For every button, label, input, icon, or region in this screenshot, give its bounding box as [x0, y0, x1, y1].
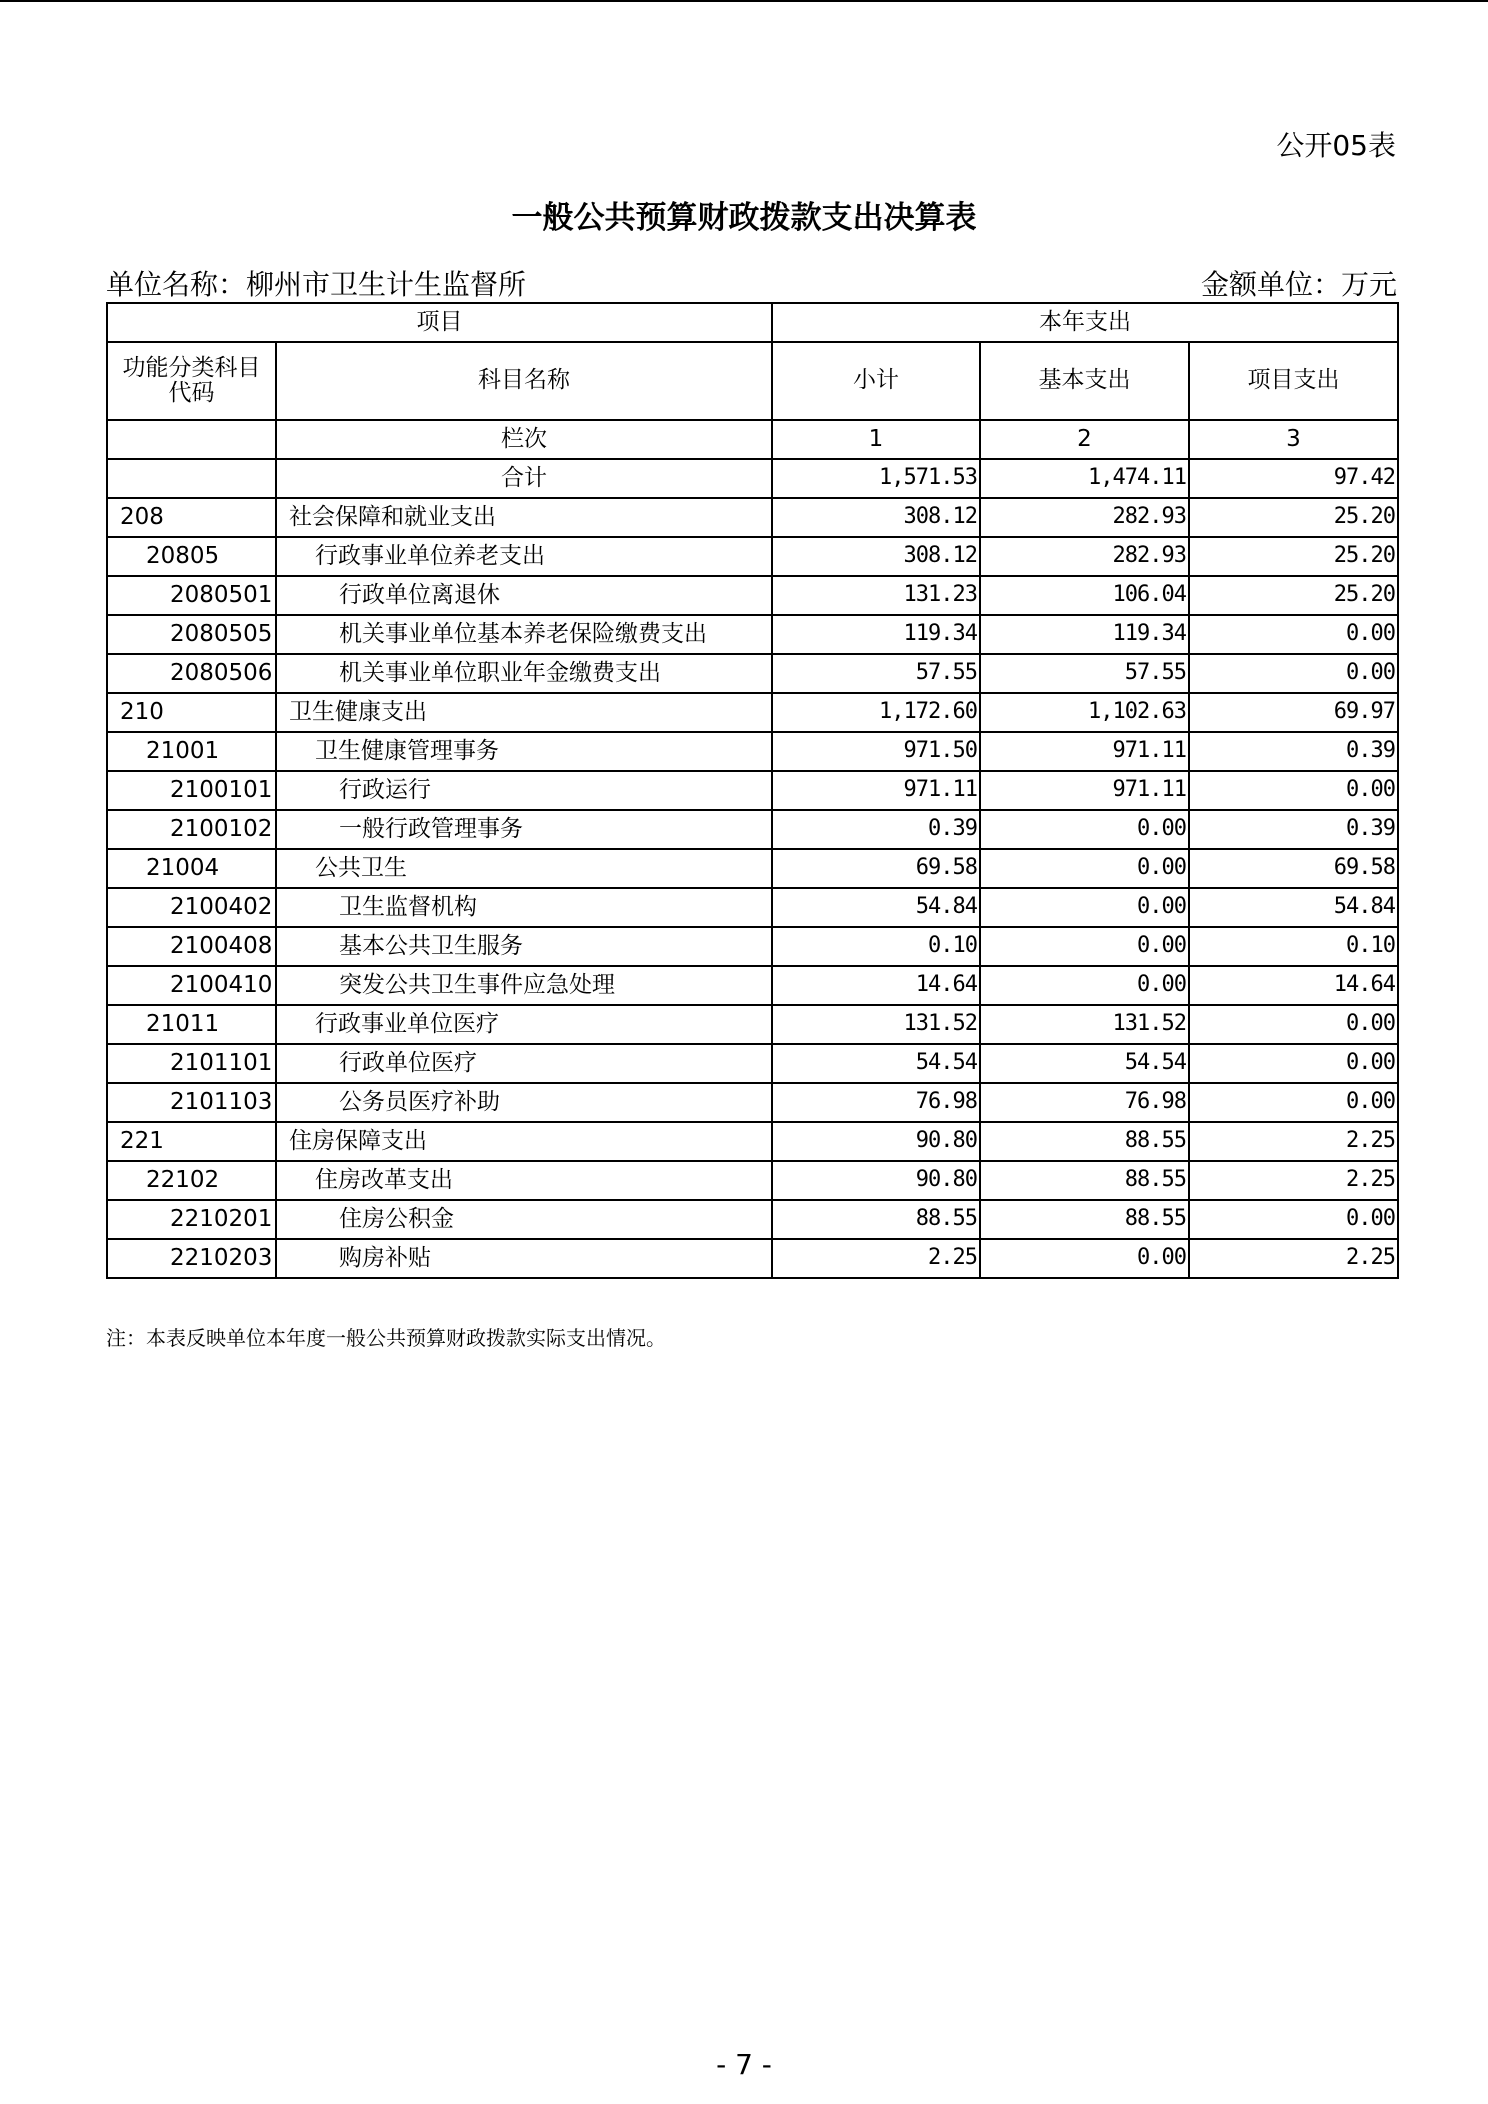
row-code: 20805 [107, 537, 276, 576]
row-code: 2210201 [107, 1200, 276, 1239]
row-basic: 0.00 [980, 1239, 1189, 1278]
unit-name: 单位名称：柳州市卫生计生监督所 [106, 268, 527, 301]
row-subtotal: 54.54 [772, 1044, 980, 1083]
amount-unit: 金额单位：万元 [1200, 268, 1397, 301]
row-basic: 0.00 [980, 927, 1189, 966]
table-note: 注：本表反映单位本年度一般公共预算财政拨款实际支出情况。 [106, 1326, 666, 1350]
row-name: 住房保障支出 [276, 1122, 772, 1161]
table-row [107, 693, 1398, 732]
table-row [107, 810, 1398, 849]
row-subtotal: 69.58 [772, 849, 980, 888]
column-order-2: 2 [980, 420, 1189, 459]
row-basic: 1,102.63 [980, 693, 1189, 732]
row-code: 2100101 [107, 771, 276, 810]
row-code: 2100102 [107, 810, 276, 849]
column-order-row [107, 420, 1398, 459]
table-row [107, 1083, 1398, 1122]
table-row [107, 732, 1398, 771]
table-row [107, 1239, 1398, 1278]
row-name: 突发公共卫生事件应急处理 [276, 966, 772, 1005]
header-subject-name: 科目名称 [276, 342, 772, 420]
row-code: 21011 [107, 1005, 276, 1044]
row-subtotal: 119.34 [772, 615, 980, 654]
header-row-1 [107, 303, 1398, 342]
total-blank [107, 459, 276, 498]
page-top-border [0, 0, 1488, 2]
row-project: 69.58 [1189, 849, 1398, 888]
row-basic: 131.52 [980, 1005, 1189, 1044]
header-subtotal: 小计 [772, 342, 980, 420]
row-subtotal: 76.98 [772, 1083, 980, 1122]
page-title: 一般公共预算财政拨款支出决算表 [511, 200, 977, 236]
row-basic: 88.55 [980, 1200, 1189, 1239]
row-project: 2.25 [1189, 1239, 1398, 1278]
table-row [107, 1005, 1398, 1044]
row-project: 25.20 [1189, 498, 1398, 537]
row-project: 0.00 [1189, 1083, 1398, 1122]
row-basic: 88.55 [980, 1161, 1189, 1200]
row-name: 行政单位医疗 [276, 1044, 772, 1083]
column-order-blank [107, 420, 276, 459]
column-order-1: 1 [772, 420, 980, 459]
header-basic: 基本支出 [980, 342, 1189, 420]
row-project: 0.00 [1189, 615, 1398, 654]
row-code: 2100408 [107, 927, 276, 966]
header-row-2 [107, 342, 1398, 420]
row-subtotal: 90.80 [772, 1122, 980, 1161]
row-project: 54.84 [1189, 888, 1398, 927]
row-name: 行政事业单位养老支出 [276, 537, 772, 576]
row-subtotal: 0.10 [772, 927, 980, 966]
row-basic: 0.00 [980, 966, 1189, 1005]
row-project: 0.00 [1189, 654, 1398, 693]
row-subtotal: 971.50 [772, 732, 980, 771]
row-code: 2100402 [107, 888, 276, 927]
row-code: 2101103 [107, 1083, 276, 1122]
total-row [107, 459, 1398, 498]
row-basic: 88.55 [980, 1122, 1189, 1161]
row-name: 公务员医疗补助 [276, 1083, 772, 1122]
row-code: 21001 [107, 732, 276, 771]
column-order-label: 栏次 [276, 420, 772, 459]
table-row [107, 1200, 1398, 1239]
row-subtotal: 90.80 [772, 1161, 980, 1200]
row-code: 210 [107, 693, 276, 732]
row-name: 公共卫生 [276, 849, 772, 888]
table-row [107, 966, 1398, 1005]
row-subtotal: 308.12 [772, 498, 980, 537]
row-code: 22102 [107, 1161, 276, 1200]
row-code: 21004 [107, 849, 276, 888]
row-subtotal: 0.39 [772, 810, 980, 849]
row-project: 0.39 [1189, 732, 1398, 771]
row-code: 221 [107, 1122, 276, 1161]
total-project: 97.42 [1189, 459, 1398, 498]
row-project: 25.20 [1189, 576, 1398, 615]
table-row [107, 498, 1398, 537]
total-label: 合计 [276, 459, 772, 498]
row-basic: 76.98 [980, 1083, 1189, 1122]
table-row [107, 576, 1398, 615]
row-name: 机关事业单位基本养老保险缴费支出 [276, 615, 772, 654]
header-project-exp: 项目支出 [1189, 342, 1398, 420]
row-basic: 54.54 [980, 1044, 1189, 1083]
row-subtotal: 1,172.60 [772, 693, 980, 732]
row-code: 2080501 [107, 576, 276, 615]
expenditure-table [106, 302, 1399, 1279]
row-subtotal: 308.12 [772, 537, 980, 576]
row-name: 卫生监督机构 [276, 888, 772, 927]
row-basic: 282.93 [980, 537, 1189, 576]
header-func-code: 功能分类科目代码 [107, 342, 276, 420]
header-project: 项目 [107, 303, 772, 342]
row-subtotal: 88.55 [772, 1200, 980, 1239]
row-basic: 971.11 [980, 732, 1189, 771]
table-row [107, 771, 1398, 810]
page-number: - 7 - [716, 2048, 772, 2081]
row-basic: 119.34 [980, 615, 1189, 654]
row-subtotal: 57.55 [772, 654, 980, 693]
row-name: 行政运行 [276, 771, 772, 810]
row-name: 购房补贴 [276, 1239, 772, 1278]
row-basic: 57.55 [980, 654, 1189, 693]
row-project: 69.97 [1189, 693, 1398, 732]
row-name: 行政单位离退休 [276, 576, 772, 615]
row-basic: 0.00 [980, 888, 1189, 927]
table-row [107, 537, 1398, 576]
row-project: 0.00 [1189, 1044, 1398, 1083]
row-basic: 0.00 [980, 810, 1189, 849]
row-subtotal: 2.25 [772, 1239, 980, 1278]
row-code: 2100410 [107, 966, 276, 1005]
table-row [107, 615, 1398, 654]
row-project: 0.10 [1189, 927, 1398, 966]
row-project: 14.64 [1189, 966, 1398, 1005]
row-name: 基本公共卫生服务 [276, 927, 772, 966]
row-name: 卫生健康管理事务 [276, 732, 772, 771]
row-name: 机关事业单位职业年金缴费支出 [276, 654, 772, 693]
row-project: 0.00 [1189, 1005, 1398, 1044]
row-basic: 0.00 [980, 849, 1189, 888]
row-project: 0.00 [1189, 771, 1398, 810]
row-subtotal: 14.64 [772, 966, 980, 1005]
table-row [107, 927, 1398, 966]
row-basic: 106.04 [980, 576, 1189, 615]
row-subtotal: 971.11 [772, 771, 980, 810]
row-project: 0.00 [1189, 1200, 1398, 1239]
row-project: 25.20 [1189, 537, 1398, 576]
row-code: 208 [107, 498, 276, 537]
row-subtotal: 131.23 [772, 576, 980, 615]
table-row [107, 888, 1398, 927]
total-subtotal: 1,571.53 [772, 459, 980, 498]
form-code: 公开05表 [1276, 129, 1396, 162]
column-order-3: 3 [1189, 420, 1398, 459]
row-code: 2210203 [107, 1239, 276, 1278]
table-row [107, 1044, 1398, 1083]
row-code: 2080506 [107, 654, 276, 693]
row-project: 2.25 [1189, 1161, 1398, 1200]
row-subtotal: 131.52 [772, 1005, 980, 1044]
table-row [107, 1122, 1398, 1161]
row-code: 2101101 [107, 1044, 276, 1083]
table-row [107, 1161, 1398, 1200]
row-project: 2.25 [1189, 1122, 1398, 1161]
total-basic: 1,474.11 [980, 459, 1189, 498]
row-basic: 282.93 [980, 498, 1189, 537]
header-current-year-expenditure: 本年支出 [772, 303, 1398, 342]
row-name: 住房改革支出 [276, 1161, 772, 1200]
row-name: 社会保障和就业支出 [276, 498, 772, 537]
row-project: 0.39 [1189, 810, 1398, 849]
table-row [107, 849, 1398, 888]
row-subtotal: 54.84 [772, 888, 980, 927]
row-name: 卫生健康支出 [276, 693, 772, 732]
table-row [107, 654, 1398, 693]
row-name: 住房公积金 [276, 1200, 772, 1239]
row-code: 2080505 [107, 615, 276, 654]
row-basic: 971.11 [980, 771, 1189, 810]
row-name: 行政事业单位医疗 [276, 1005, 772, 1044]
row-name: 一般行政管理事务 [276, 810, 772, 849]
